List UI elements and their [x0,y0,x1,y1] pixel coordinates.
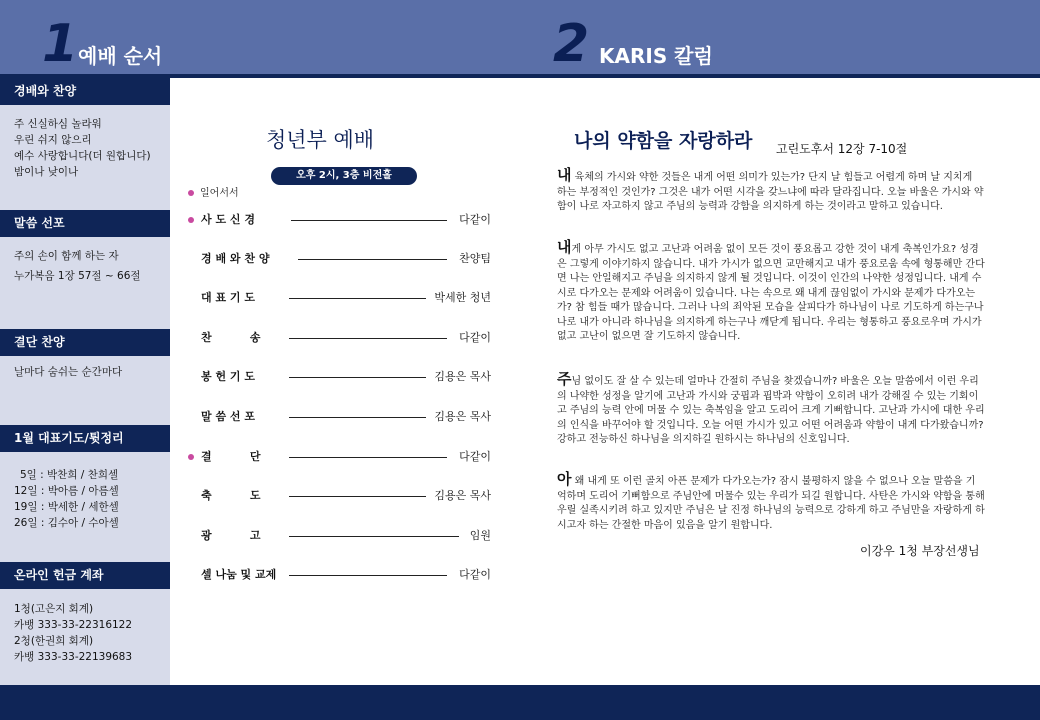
service-item-label: 결 단 [201,450,261,463]
service-item-label: 대 표 기 도 [201,291,255,304]
service-item [188,409,494,425]
sidebar-heading-prayer: 1월 대표기도/튓정리 [0,425,170,452]
leader-line [289,417,426,418]
section-number-2: 2 [553,14,590,74]
rise-note-text: 일어서서 [200,188,239,199]
paragraph-text: 왜 내게 또 이런 골치 아픈 문제가 다가오는가? 잠시 불평하지 않을 수 없으나 오늘 말씀을 기억하며 도리어 기뻐함으로 주님안에 머물수 있는 우리가 되길 원합니다. 사탄은 가시와 약함을 통해 우릴 실족시키려 하고 있지만 주님은 날 진정 하나님의 능력으로 강하게 하고 주님만을 자랑하게 하시고자 하는 간절한 마음이 있음을 알기 원합니다. [557,476,985,531]
sidebar-line: 주 신실하심 놀라워 [14,118,102,130]
leader-line [289,496,426,497]
sidebar-line: 5일 : 박찬희 / 찬희셀 [20,469,119,481]
service-item [188,251,494,267]
service-item [188,369,494,385]
rise-note [188,184,239,199]
service-item [188,567,494,583]
column-paragraph [557,472,985,533]
sidebar-line: 주의 손이 함께 하는 자 [14,250,119,262]
service-item [188,330,494,346]
bullet-dot [188,217,194,223]
service-item [188,449,494,465]
service-item [188,528,494,544]
service-item-leader: 찬양팀 [459,252,491,265]
service-item-leader: 김용은 목사 [434,489,491,502]
service-item-leader: 박세한 청년 [434,291,491,304]
paragraph-text: 육체의 가시와 약한 것들은 내게 어떤 의미가 있는가? 단지 날 힘들고 어렵게 하며 날 지치게 하는 부정적인 것인가? 그것은 내가 어떤 시각을 갖느냐에 따라 달라집니다. 오늘 바울은 가시와 약함이 나로 자고하지 않고 주님의 능력과 강함을 의지하게 하는 것이라고 말하고 있습니다. [557,172,984,212]
column-paragraph [557,372,985,448]
sidebar-line: 예수 사랑합니다(더 원합니다) [14,150,151,162]
service-item-leader: 김용은 목사 [434,370,491,383]
service-item-leader: 다같이 [459,450,491,463]
service-item-label: 사 도 신 경 [201,213,255,226]
sidebar-heading-offering: 온라인 헌금 계좌 [0,562,170,589]
service-item-leader: 다같이 [459,331,491,344]
section-title-order: 예배 순서 [78,44,163,68]
bullet-dot [188,454,194,460]
service-item-leader: 다같이 [459,213,491,226]
service-item-label: 찬 송 [201,331,261,344]
sidebar-line: 2청(한권희 회계) [14,635,94,647]
sidebar-line: 19일 : 박세한 / 세한셀 [14,501,119,513]
column-paragraph [557,168,985,215]
service-item-label: 봉 헌 기 도 [201,370,255,383]
leader-line [291,220,447,221]
sidebar-heading-sermon: 말씀 선포 [0,210,170,237]
service-item-leader: 다같이 [459,568,491,581]
drop-initial: 주 [557,370,572,388]
service-item [188,488,494,504]
leader-line [289,457,447,458]
service-item-label: 말 씀 선 포 [201,410,255,423]
leader-line [289,377,426,378]
leader-line [289,575,447,576]
leader-line [298,259,447,260]
sidebar-line: 카뱅 333-33-22316122 [14,619,133,631]
sidebar-line: 우린 쉬지 않으리 [14,134,92,146]
service-item-label: 경 배 와 찬 양 [201,252,270,265]
service-item [188,212,494,228]
service-time-badge: 오후 2시, 3층 비전홀 [271,167,417,185]
service-item [188,290,494,306]
sidebar-line: 26일 : 김수아 / 수아셀 [14,517,119,529]
bullet-dot [188,190,194,196]
footer-band [0,685,1040,720]
column-title: 나의 약함을 자랑하라 [574,130,753,152]
scripture-reference: 고린도후서 12장 7-10절 [776,142,908,156]
sidebar-line: 날마다 숨쉬는 순간마다 [14,366,123,378]
leader-line [289,298,426,299]
drop-initial: 내 [557,238,572,256]
paragraph-text: 게 아무 가시도 없고 고난과 어려움 없이 모든 것이 풍요롭고 강한 것이 내게 축복인가요? 성경은 그렇게 이야기하지 않습니다. 내가 가시가 없으면 교만해지고 내가 풍요로움 속에 형통해만 간다면 나는 안일해지고 주님을 의지하지 않게 될 것입니다. 이것이 인간의 나약한 성정입니다. 내게 수시로 다가오는 문제와 어려움이 있습니다. 나는 속으로 왜 내게 끊임없이 가시와 문제가 다가오는가? 참 힘들 때가 많습니다. 그러나 나의 죄악된 모습을 살피다가 하나님이 나로 기도하게 하는구나 나로 내가 아니라 하나님을 의지하게 하는구나 깨닫게 됩니다. 우리는 형통하고 풍요로우며 가시가 없고 고난이 없으면 잘 기도하지 않습니다. [557,244,985,342]
sidebar-line: 누가복음 1장 57절 ~ 66절 [14,270,141,282]
service-item-label: 광 고 [201,529,261,542]
service-item-leader: 임원 [469,529,491,542]
section-title-column: KARIS 칼럼 [599,44,713,68]
column-paragraph [557,240,985,345]
drop-initial: 내 [557,166,572,184]
sidebar-heading-worship: 경배와 찬양 [0,78,170,105]
sidebar-line: 밤이나 낮이나 [14,166,79,178]
leader-line [289,536,459,537]
sidebar-heading-response: 결단 찬양 [0,329,170,356]
service-title: 청년부 예배 [265,128,375,152]
sidebar-line: 1청(고은지 회계) [14,603,94,615]
sidebar-line: 카뱅 333-33-22139683 [14,651,133,663]
drop-initial: 아 [557,470,572,488]
paragraph-text: 님 없이도 잘 살 수 있는데 얼마나 간절히 주님을 찾겠습니까? 바울은 오늘 말씀에서 이런 우리의 나약한 성정을 알기에 고난과 가시와 궁핍과 핍박과 약함이 오히려 내가 강해질 수 있는 기회이고 주님의 능력 안에 머물 수 있는 축복임을 알고 도리어 크게 기뻐합니다. 고난과 가시에 대한 우리의 인식을 바꾸어야 할 것입니다. 오늘 어떤 가시가 있고 어떤 어려움과 약함이 내게 다가왔습니까? 강하고 전능하신 하나님을 의지하길 원하시는 하나님의 신호입니다. [557,376,985,445]
sidebar-line: 12일 : 박아름 / 아름셀 [14,485,119,497]
column-author: 이강우 1청 부장선생님 [860,544,980,558]
service-item-label: 축 도 [201,489,261,502]
section-number-1: 1 [42,14,79,74]
service-item-leader: 김용은 목사 [434,410,491,423]
leader-line [289,338,447,339]
service-item-label: 셀 나눔 및 교제 [201,568,277,581]
